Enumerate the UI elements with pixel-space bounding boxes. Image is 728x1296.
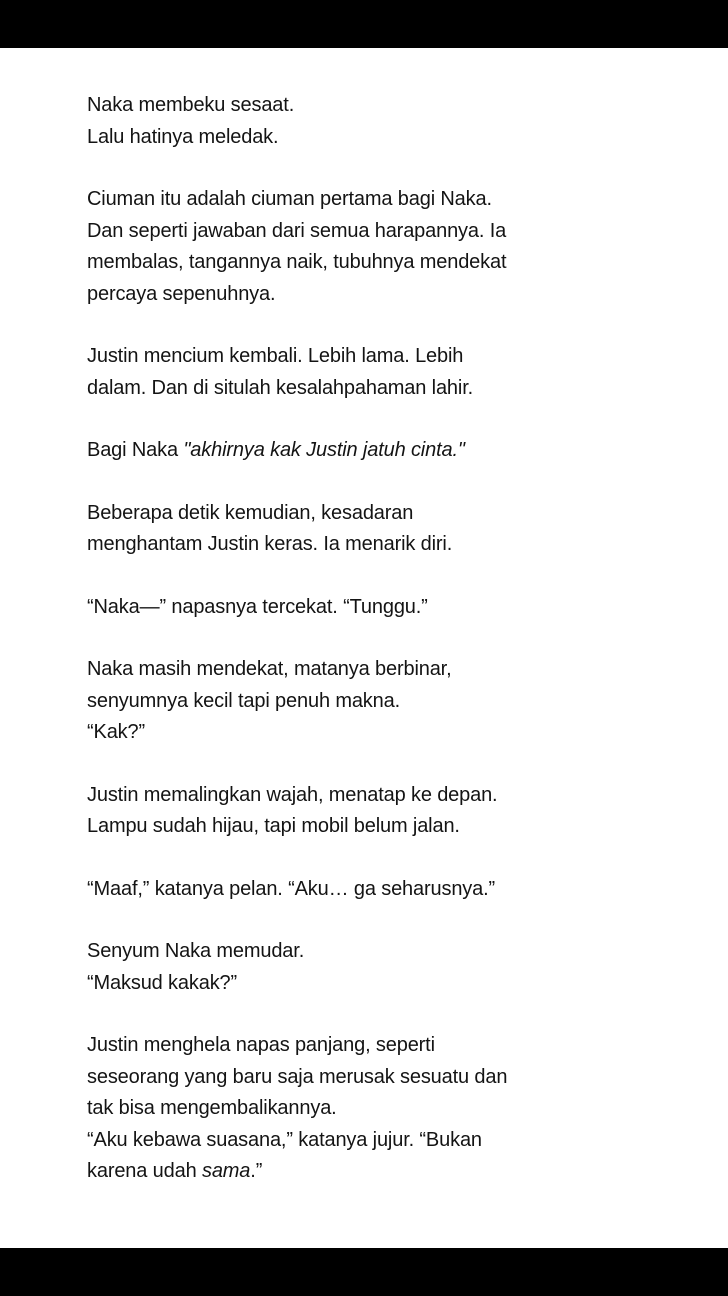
text-line: “Aku kebawa suasana,” katanya jujur. “Bukan — [87, 1128, 482, 1151]
text-line: menghantam Justin keras. Ia menarik diri. — [87, 533, 453, 555]
text-line: “Naka—” napasnya tercekat. “Tunggu.” — [87, 595, 428, 618]
text-line: “Kak?” — [87, 721, 146, 743]
text-segment: Bagi Naka — [87, 439, 184, 461]
italic-quote: "akhirnya kak Justin jatuh cinta." — [183, 439, 465, 461]
text-line: percaya sepenuhnya. — [87, 282, 276, 305]
paragraph-11 — [87, 1030, 687, 1188]
text-line: Lampu sudah hijau, tapi mobil belum jalan. — [87, 815, 460, 837]
text-line: “Maaf,” katanya pelan. “Aku… ga seharusnya.” — [87, 877, 496, 900]
paragraph-5 — [87, 498, 687, 561]
reading-page[interactable] — [0, 48, 728, 1248]
text-segment: karena udah — [87, 1160, 202, 1182]
paragraph-4 — [87, 435, 687, 467]
text-line: tak bisa mengembalikannya. — [87, 1097, 337, 1119]
text-line — [87, 1156, 687, 1188]
text-line: Senyum Naka memudar. — [87, 940, 305, 962]
text-line: membalas, tangannya naik, tubuhnya mendekat — [87, 251, 507, 273]
paragraph-7 — [87, 654, 687, 749]
paragraph-10 — [87, 936, 687, 999]
paragraph-8 — [87, 780, 687, 843]
paragraph-2 — [87, 184, 687, 310]
text-line: Justin menghela napas panjang, seperti — [87, 1034, 435, 1056]
paragraph-3 — [87, 341, 687, 404]
text-line: Naka masih mendekat, matanya berbinar, — [87, 658, 452, 680]
text-line: Ciuman itu adalah ciuman pertama bagi Naka. — [87, 188, 492, 210]
text-line: Lalu hatinya meledak. — [87, 125, 279, 148]
text-line: Justin memalingkan wajah, menatap ke depan. — [87, 783, 498, 806]
bottom-black-bar — [0, 1248, 728, 1296]
paragraph-9 — [87, 874, 687, 906]
top-black-bar — [0, 0, 728, 48]
story-text — [87, 90, 687, 1219]
text-line: Justin mencium kembali. Lebih lama. Lebih — [87, 345, 464, 367]
text-line: Naka membeku sesaat. — [87, 94, 295, 116]
text-segment: .” — [250, 1160, 263, 1182]
paragraph-6 — [87, 592, 687, 624]
paragraph-1 — [87, 90, 687, 153]
text-line: Dan seperti jawaban dari semua harapannya. Ia — [87, 219, 507, 242]
text-line — [87, 435, 687, 467]
text-line: seseorang yang baru saja merusak sesuatu dan — [87, 1065, 508, 1088]
italic-word: sama — [201, 1160, 251, 1182]
text-line: senyumnya kecil tapi penuh makna. — [87, 689, 401, 712]
text-line: dalam. Dan di situlah kesalahpahaman lahir. — [87, 376, 474, 399]
text-line: “Maksud kakak?” — [87, 971, 238, 994]
text-line: Beberapa detik kemudian, kesadaran — [87, 501, 414, 524]
